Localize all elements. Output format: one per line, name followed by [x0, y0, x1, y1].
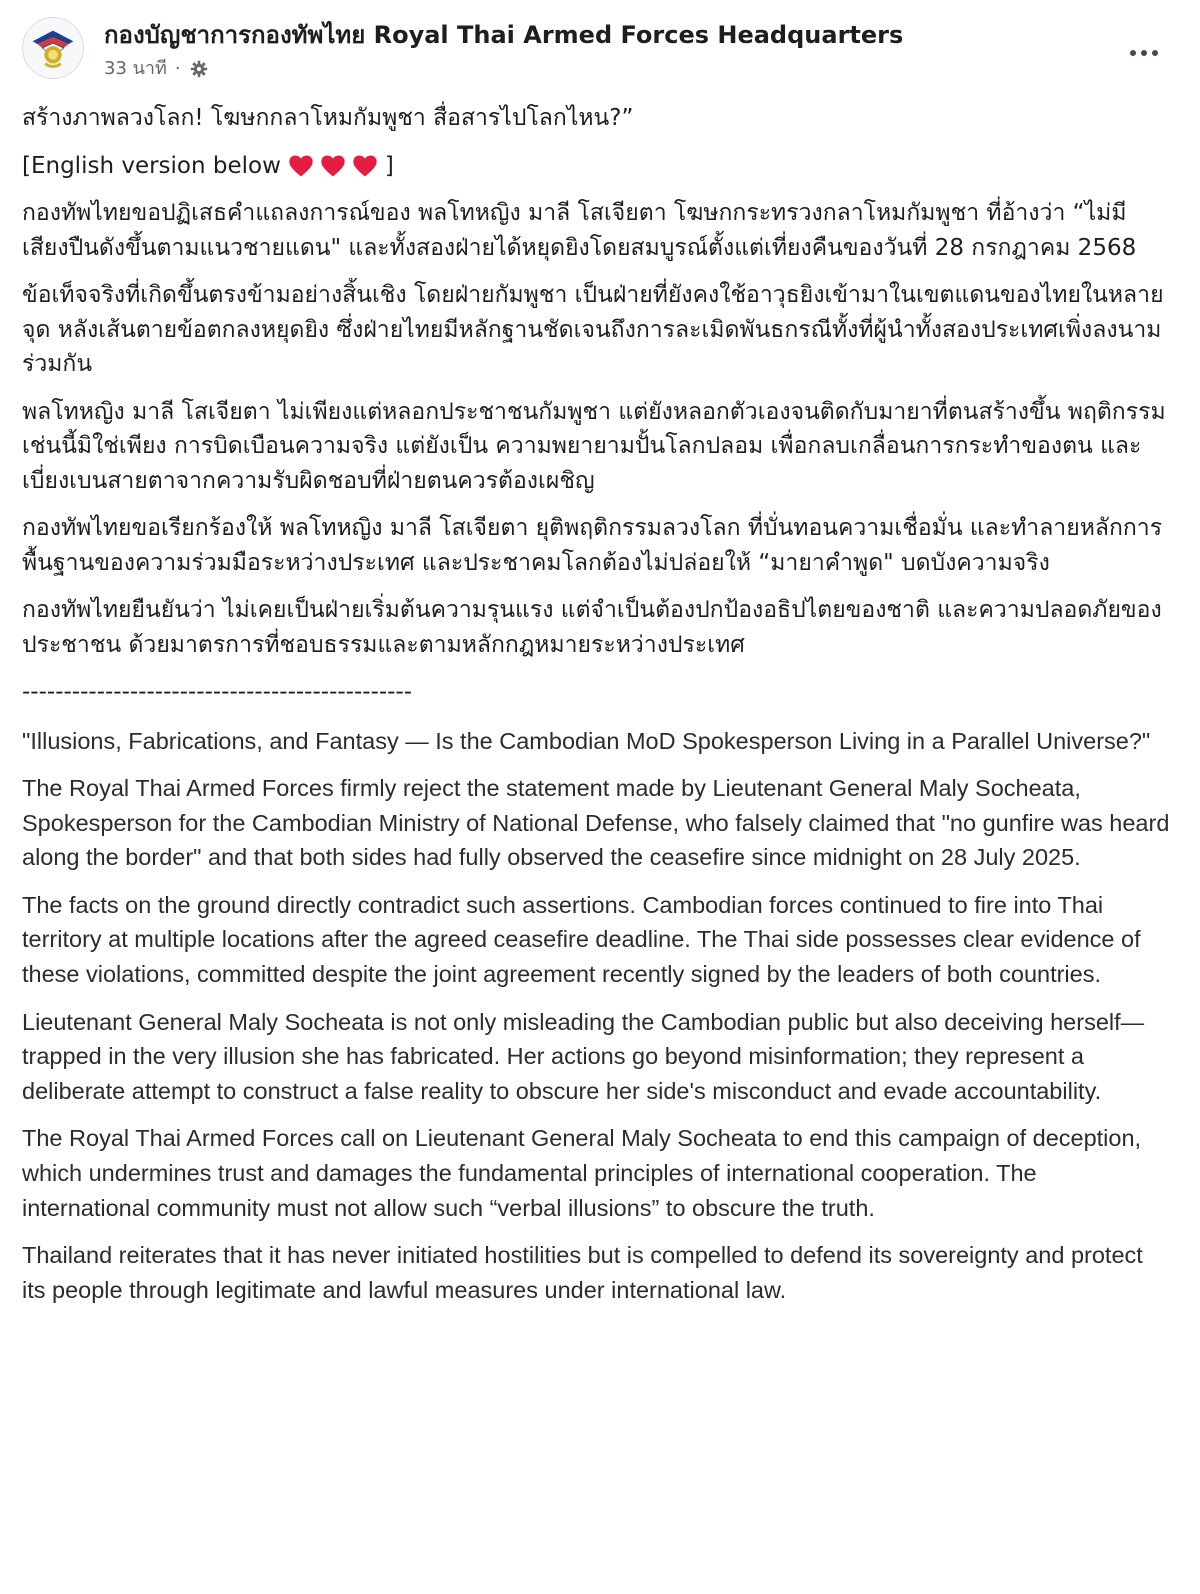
more-dot	[1130, 50, 1136, 56]
page-avatar[interactable]	[22, 17, 84, 79]
english-version-note	[22, 149, 1170, 184]
english-paragraph: The Royal Thai Armed Forces call on Lieutenant General Maly Socheata to end this campaign of deception, which undermines trust and damages the fundamental principles of international cooperation. The international community must not allow such “verbal illusions” to obscure the truth.	[22, 1125, 1142, 1221]
red-hearts	[287, 152, 379, 180]
english-paragraph: Lieutenant General Maly Socheata is not only misleading the Cambodian public but also deceiving herself—trapped in the very illusion she has fabricated. Her actions go beyond misinformation; they represent a deliberate attempt to construct a false reality to obscure her side's misconduct and evade accountability.	[22, 1008, 1145, 1104]
thai-paragraph: กองทัพไทยขอปฏิเสธคำแถลงการณ์ของ พลโทหญิง มาลี โสเจียตา โฆษกกระทรวงกลาโหมกัมพูชา ที่อ้างว่า “ไม่มีเสียงปืนดังขึ้นตามแนวชายแดน" และทั้งสองฝ่ายได้หยุดยิงโดยสมบูรณ์ตั้งแต่เที่ยงคืนของวันที่ 28 กรกฎาคม 2568	[22, 200, 1137, 261]
post-meta	[104, 56, 209, 82]
english-paragraph: The facts on the ground directly contradict such assertions. Cambodian forces continued to fire into Thai territory at multiple locations after the agreed ceasefire deadline. The Thai side possesses clear evidence of these violations, committed despite the joint agreement recently signed by the leaders of both countries.	[22, 891, 1141, 988]
page-name[interactable]: กองบัญชาการกองทัพไทย Royal Thai Armed Forces Headquarters	[104, 21, 904, 49]
post-header	[22, 17, 1178, 89]
more-dot	[1152, 50, 1158, 56]
english-version-suffix: ]	[384, 152, 394, 179]
red-heart-icon	[287, 152, 315, 180]
language-divider: -----------------------------------------------	[22, 679, 413, 705]
english-title: "Illusions, Fabrications, and Fantasy — Is the Cambodian MoD Spokesperson Living in a Parallel Universe?"	[22, 727, 1151, 754]
thai-paragraph: พลโทหญิง มาลี โสเจียตา ไม่เพียงแต่หลอกประชาชนกัมพูชา แต่ยังหลอกตัวเองจนติดกับมายาที่ตนสร้างขึ้น พฤติกรรมเช่นนี้มิใช่เพียง การบิดเบือนความจริง แต่ยังเป็น ความพยายามปั้นโลกปลอม เพื่อกลบเกลื่อนการกระทำของตน และเบี่ยงเบนสายตาจากความรับผิดชอบที่ฝ่ายตนควรต้องเผชิญ	[22, 398, 1166, 494]
armed-forces-emblem-icon	[23, 18, 83, 78]
thai-paragraph: ข้อเท็จจริงที่เกิดขึ้นตรงข้ามอย่างสิ้นเชิง โดยฝ่ายกัมพูชา เป็นฝ่ายที่ยังคงใช้อาวุธยิงเข้ามาในเขตแดนของไทยในหลายจุด หลังเส้นตายข้อตกลงหยุดยิง ซึ่งฝ่ายไทยมีหลักฐานชัดเจนถึงการละเมิดพันธกรณีทั้งที่ผู้นำทั้งสองประเทศเพิ่งลงนามร่วมกัน	[22, 282, 1164, 377]
post-content	[22, 101, 1170, 1320]
more-options-icon[interactable]	[1124, 37, 1164, 69]
english-paragraph: The Royal Thai Armed Forces firmly reject the statement made by Lieutenant General Maly Socheata, Spokesperson for the Cambodian Ministry of National Defense, who falsely claimed that "no gunfire was heard along the border" and that both sides had fully observed the ceasefire since midnight on 28 July 2025.	[22, 775, 1170, 871]
red-heart-icon	[319, 152, 347, 180]
more-dot	[1141, 50, 1147, 56]
thai-paragraph: กองทัพไทยยืนยันว่า ไม่เคยเป็นฝ่ายเริ่มต้นความรุนแรง แต่จำเป็นต้องปกป้องอธิปไตยของชาติ และความปลอดภัยของประชาชน ด้วยมาตรการที่ชอบธรรมและตามหลักกฎหมายระหว่างประเทศ	[22, 597, 1162, 658]
gear-icon[interactable]	[189, 59, 209, 79]
meta-separator: ·	[174, 58, 181, 79]
thai-paragraph: กองทัพไทยขอเรียกร้องให้ พลโทหญิง มาลี โสเจียตา ยุติพฤติกรรมลวงโลก ที่บั่นทอนความเชื่อมั่น และทำลายหลักการพื้นฐานของความร่วมมือระหว่างประเทศ และประชาคมโลกต้องไม่ปล่อยให้ “มายาคำพูด" บดบังความจริง	[22, 515, 1163, 576]
post-title-thai: สร้างภาพลวงโลก! โฆษกกลาโหมกัมพูชา สื่อสารไปโลกไหน?”	[22, 105, 634, 131]
english-version-prefix: [English version below	[22, 152, 281, 179]
red-heart-icon	[351, 152, 379, 180]
english-paragraph: Thailand reiterates that it has never initiated hostilities but is compelled to defend its sovereignty and protect its people through legitimate and lawful measures under international law.	[22, 1242, 1143, 1303]
post-timestamp[interactable]: 33 นาที	[104, 58, 167, 79]
